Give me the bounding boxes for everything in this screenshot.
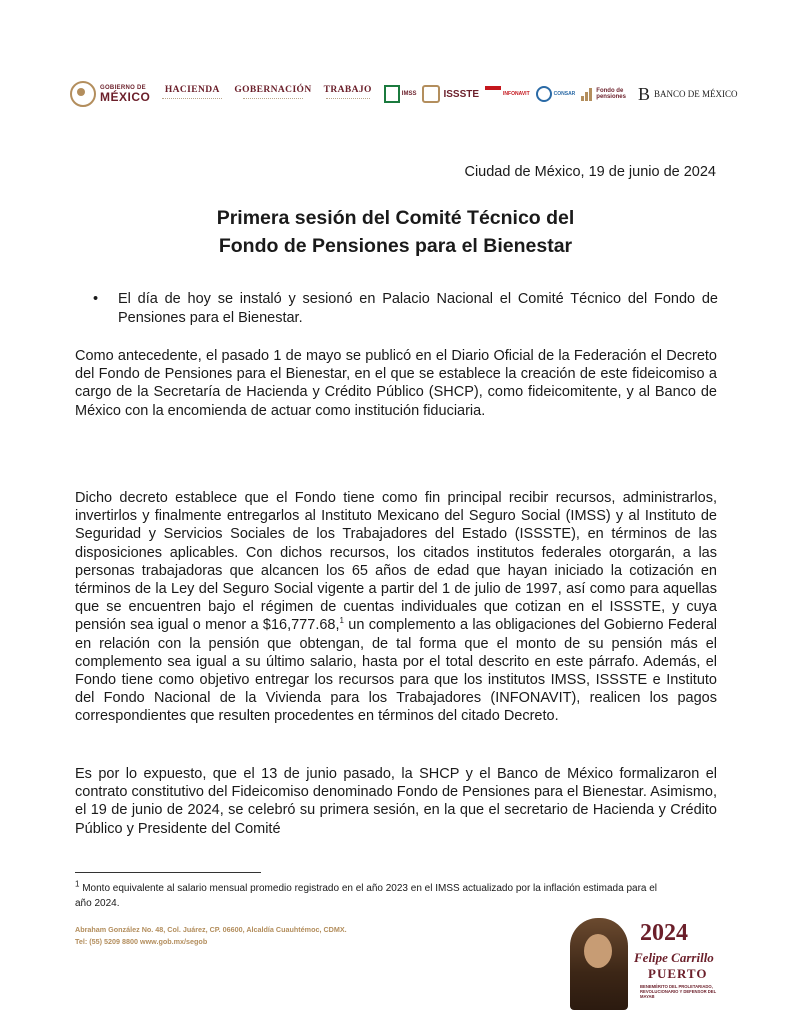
footer-address: Abraham González No. 48, Col. Juárez, CP. 06600, Alcaldía Cuauhtémoc, CDMX. <box>75 925 347 934</box>
hacienda-logo <box>162 86 222 102</box>
gobierno-de-mexico-logo <box>70 81 150 107</box>
hacienda-subtitle-line <box>162 98 222 102</box>
issste-emblem-icon <box>422 85 440 103</box>
fondo-pensiones-logo <box>581 87 626 101</box>
document-title <box>75 204 716 260</box>
consar-label: CONSAR <box>553 91 576 97</box>
infonavit-label: INFONAVIT <box>503 91 530 97</box>
bullet-icon: • <box>93 291 99 307</box>
paragraph-decreto-part-a: Dicho decreto establece que el Fondo tiene como fin principal recibir recursos, administrarlos, invertirlos y finalmente entregarlos al Instituto Mexicano del Seguro Social (IMSS) y al Instituto de Seguridad y Servicios Sociales de los Trabajadores del Estado (ISSSTE), en términos de las disposiciones aplicables. Con dichos recursos, los citados institutos federales otorgarán, a las personas trabajadoras que alcancen los 65 años de edad que hayan iniciado la cotización en términos de la Ley del Seguro Social vigente a partir del 1 de julio de 1997, así como para aquellas que se encuentren bajo el régimen de cuentas individuales que cotizan en el ISSSTE, y cuya pensión sea igual o menor a $16,777.68, <box>75 490 717 634</box>
infonavit-logo <box>485 86 530 102</box>
infonavit-roof-icon <box>485 86 501 102</box>
badge-name-line2: PUERTO <box>648 966 708 981</box>
issste-label: ISSSTE <box>443 88 480 100</box>
mexico-label: MÉXICO <box>100 90 151 104</box>
consar-emblem-icon <box>536 86 552 102</box>
paragraph-decreto <box>75 489 717 726</box>
trabajo-subtitle-line <box>326 98 370 102</box>
title-line-1: Primera sesión del Comité Técnico del <box>216 207 575 229</box>
trabajo-logo <box>324 86 372 102</box>
badge-year: 2024 <box>640 920 688 946</box>
portrait-icon <box>570 918 628 1010</box>
imss-label: IMSS <box>401 91 417 97</box>
national-seal-icon <box>70 81 96 107</box>
fondo-bars-icon <box>581 87 593 101</box>
issste-logo <box>422 85 479 103</box>
paragraph-decreto-part-b: un complemento a las obligaciones del Gobierno Federal en relación con la pensión que obtengan, de tal forma que el monto de su pensión más el complemento sea igual a su último salario, hasta por el total descrito en este párrafo. Además, el Fondo tiene como objetivo entregar los recursos para que los institutos IMSS, ISSSTE e Instituto del Fondo Nacional de la Vivienda para los Trabajadores (INFONAVIT), realicen los pagos correspondientes que resulten procedentes en términos del citado Decreto. <box>75 617 717 725</box>
trabajo-label: TRABAJO <box>323 85 372 96</box>
gobernacion-label: GOBERNACIÓN <box>234 85 312 96</box>
badge-name-line1: Felipe Carrillo <box>634 950 714 965</box>
paragraph-expuesto: Es por lo expuesto, que el 13 de junio pasado, la SHCP y el Banco de México formalizaron el contrato constitutivo del Fideicomiso denominado Fondo de Pensiones para el Bienestar. Asimismo, el 19 de junio de 2024, se celebró su primera sesión, en la que el secretario de Hacienda y Crédito Público y Presidente del Comité <box>75 766 717 837</box>
title-line-2: Fondo de Pensiones para el Bienestar <box>218 235 573 257</box>
footnote-text: Monto equivalente al salario mensual promedio registrado en el año 2023 en el IMSS actualizado por la inflación estimada para el año 2024. <box>75 883 658 909</box>
hacienda-label: HACIENDA <box>164 85 220 96</box>
gobernacion-logo <box>234 86 311 102</box>
document-date: Ciudad de México, 19 de junio de 2024 <box>464 164 716 180</box>
gobernacion-subtitle-line <box>243 98 303 102</box>
banxico-mark-icon: B <box>637 83 650 104</box>
banco-de-mexico-logo <box>638 84 738 105</box>
gobierno-label: GOBIERNO DE <box>100 85 146 91</box>
page-footer <box>75 924 495 948</box>
banxico-label: BANCO DE MÉXICO <box>654 89 738 99</box>
imss-logo <box>384 85 417 103</box>
bullet-item: El día de hoy se instaló y sesionó en Palacio Nacional el Comité Técnico del Fondo de Pensiones para el Bienestar. <box>118 291 718 326</box>
paragraph-antecedente: Como antecedente, el pasado 1 de mayo se publicó en el Diario Oficial de la Federación el Decreto del Fondo de Pensiones para el Bienestar, en el que se establece la creación de este fideicomiso a cargo de la Secretaría de Hacienda y Crédito Público (SHCP), como fideicomitente, y al Banco de México con la encomienda de actuar como institución fiduciaria. <box>75 348 717 419</box>
consar-logo <box>536 86 576 102</box>
badge-motto: BENEMÉRITO DEL PROLETARIADO, REVOLUCIONARIO Y DEFENSOR DEL MAYAB <box>640 984 717 999</box>
footnote-divider <box>75 872 261 873</box>
footer-contact: Tel: (55) 5209 8800 www.gob.mx/segob <box>75 937 208 946</box>
fondo-label-line2: pensiones <box>596 94 626 100</box>
bullet-list <box>93 290 718 327</box>
fondo-label-line1: Fondo de <box>596 88 624 94</box>
footnote <box>75 881 675 911</box>
imss-emblem-icon <box>384 85 400 103</box>
institutional-logo-strip <box>70 78 738 110</box>
felipe-carrillo-puerto-badge <box>570 912 720 1012</box>
footnote-number: 1 <box>75 879 80 889</box>
footnote-reference: 1 <box>339 616 344 626</box>
